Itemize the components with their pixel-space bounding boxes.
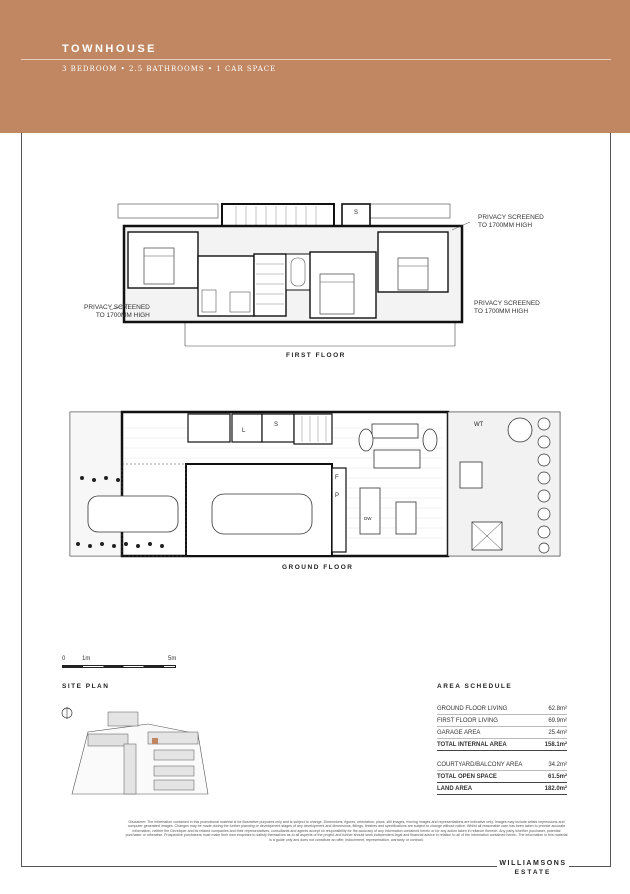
ff-note-right: PRIVACY SCREENED TO 1700MM HIGH [474,300,540,315]
williamsons-estate-logo [497,860,569,876]
first-floor-plan [110,196,470,356]
gf-label-store: S [274,422,279,428]
scale-one: 1m [82,656,91,662]
ground-floor-label: GROUND FLOOR [282,564,354,571]
header-divider [21,59,611,60]
frame-left [21,133,22,866]
area-schedule-table [437,703,567,795]
gf-label-water-tank: WT [474,422,484,428]
area-row: GROUND FLOOR LIVING 62.8m² [437,703,567,715]
scale-zero: 0 [62,656,66,662]
area-row: GARAGE AREA 25.4m² [437,727,567,739]
logo-line-2: ESTATE [514,869,552,876]
area-row: COURTYARD/BALCONY AREA 34.2m² [437,759,567,771]
area-row-total: TOTAL INTERNAL AREA 158.1m² [437,739,567,751]
gf-label-pantry: P [335,493,340,499]
page-title: TOWNHOUSE [62,43,158,55]
scale-five: 5m [168,656,177,662]
site-plan-map [58,704,218,804]
gf-label-laundry: L [242,428,246,434]
area-row-total: LAND AREA 182.0m² [437,783,567,795]
area-row-total: TOTAL OPEN SPACE 61.5m² [437,771,567,783]
disclaimer-text: Disclaimer: The information contained in this promotional material is for illustrative purposes only and is subject to change. Dimensions, figures, orientation, plans, still images, moving images and representations are indicative only. Images may include artists impressions and computer generated images. Changes may be made during the further planning or development stages of any development and dimensions, fittings, finishes and specifications are subject to change without notice. Whilst all reasonable care has been taken to provide accurate information, neither the Developer and its related companies and their representatives, consultants and agents accept no responsibility for the accuracy of any information contained herein or for any action taken in reliance thereon. Any party whether purchaser, potential purchaser or otherwise. Prospective purchasers must make their own enquiries to satisfy themselves as to all aspects of the project and further should seek independent legal and financial advice in relation to all of the information contained herein. The information in this material is a guide only and does not constitute an offer, inducement, representation, warranty or contract. [125,820,568,842]
gf-label-dishwasher: DW [364,516,372,521]
ground-floor-plan [62,408,570,560]
area-row: FIRST FLOOR LIVING 69.9m² [437,715,567,727]
logo-line-1: WILLIAMSONS [499,860,567,867]
ff-note-top-right: PRIVACY SCREENED TO 1700MM HIGH [478,214,544,229]
page-subtitle: 3 BEDROOM • 2.5 BATHROOMS • 1 CAR SPACE [62,65,277,73]
ff-store-label: S [353,210,359,216]
gf-label-fridge: F [335,475,339,481]
ff-note-left: PRIVACY SCREENED TO 1700MM HIGH [84,304,150,319]
frame-right [610,133,611,866]
scale-bar [62,656,182,676]
site-plan-title: SITE PLAN [62,683,110,690]
area-schedule-title: AREA SCHEDULE [437,683,513,690]
first-floor-label: FIRST FLOOR [286,352,346,359]
